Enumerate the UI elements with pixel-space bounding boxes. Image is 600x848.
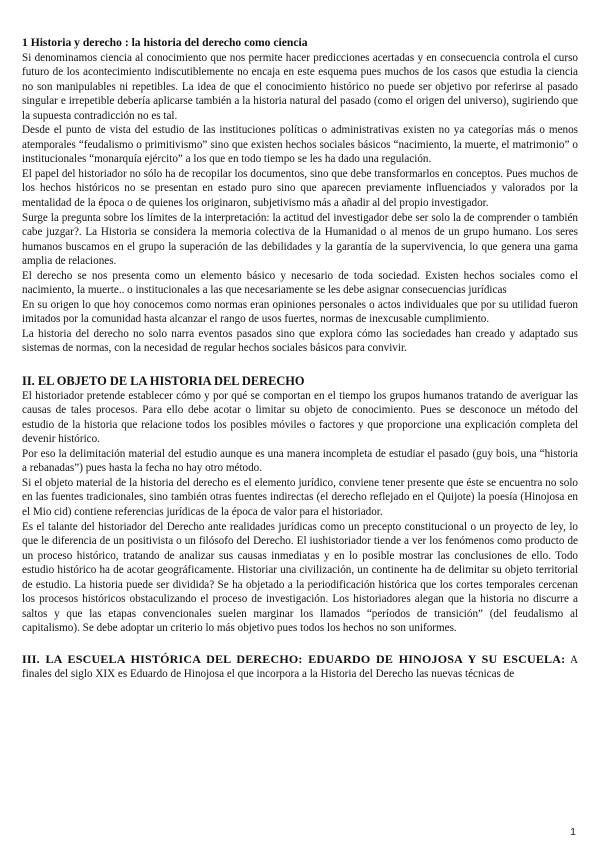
section-3-paragraph <box>22 652 578 682</box>
section-2-paragraph-3: Si el objeto material de la historia del derecho es el elemento jurídico, conviene tener presente que éste se encuentra no solo en las fuentes tradicionales, sino también otras fuentes indirectas (el derecho reflejado en el Quijote) la poesía (Hinojosa en el Mio cid) contiene referencias jurídicas de la época de valor para el historiador. <box>22 476 578 518</box>
section-1-paragraph-4: Surge la pregunta sobre los límites de la interpretación: la actitud del investigador debe ser solo la de comprender o también cabe juzgar?. La Historia se considera la memoria colectiva de la Humanidad o al menos de un grupo humano. Los seres humanos buscamos en el grupo la superación de las debilidades y la garantía de la supervivencia, lo que genera una gama amplia de relaciones. <box>22 211 578 268</box>
section-1-paragraph-5: El derecho se nos presenta como un elemento básico y necesario de toda sociedad. Existen hechos sociales como el nacimiento, la muerte.. o institucionales a las que necesariamente se les debe asignar consecuencias jurídicas <box>22 269 578 297</box>
section-1-paragraph-3: El papel del historiador no sólo ha de recopilar los documentos, sino que debe transformarlos en conceptos. Pues muchos de los hechos históricos no se presentan en estado puro sino que aparecen previamente influenciados y valorados por la mentalidad de la época o de quienes los originaron, subjetivismo más a añadir al del propio investigador. <box>22 167 578 210</box>
page-number: 1 <box>570 826 576 838</box>
section-2-heading: II. EL OBJETO DE LA HISTORIA DEL DERECHO <box>22 374 305 389</box>
section-1-paragraph-7: La historia del derecho no solo narra eventos pasados sino que explora cómo las sociedades han creado y adaptado sus sistemas de normas, con la necesidad de regular hechos sociales básicos para convivir. <box>22 327 578 355</box>
section-1-heading: 1 Historia y derecho : la historia del derecho como ciencia <box>22 36 308 49</box>
document-body <box>22 36 578 682</box>
section-1-paragraph-6: En su origen lo que hoy conocemos como normas eran opiniones personales o actos individuales que por su utilidad fueron imitados por la comunidad hasta alcanzar el rango de usos fuertes, normas de inexcusable cumplimiento. <box>22 298 578 326</box>
section-2-paragraph-1: El historiador pretende establecer cómo y por qué se comportan en el tiempo los grupos humanos tratando de averiguar las causas de tales procesos. Para ello debe acotar o limitar su objeto de conocimiento. Pues se desconoce un método del estudio de la historia que relacione todos los posibles móviles o factores y que proporcione una explicación completa del devenir histórico. <box>22 389 578 446</box>
section-2-paragraph-4: Es el talante del historiador del Derecho ante realidades jurídicas como un precepto constitucional o un proyecto de ley, lo que le diferencia de un positivista o un filósofo del Derecho. El iushistoriador tiende a ver los fenómenos como producto de un proceso histórico, tratando de analizar sus causas inmediatas y en lo posible mostrar las conclusiones de ello. Todo estudio histórico ha de acotar geográficamente. Historiar una civilización, un continente ha de delimitar su objeto territorial de estudio. La historia puede ser dividida? Se ha objetado a la periodificación histórica que los cortes temporales cercenan los procesos históricos obstaculizando el proceso de investigación. Los historiadores alegan que la historia no discurre a saltos y que las etapas convencionales suelen marginar los llamados “períodos de transición” (del feudalismo al capitalismo). Se debe adoptar un criterio lo más objetivo pues todos los hechos no son uniformes. <box>22 520 578 635</box>
section-3-heading: III. LA ESCUELA HISTÓRICA DEL DERECHO: EDUARDO DE HINOJOSA Y SU ESCUELA: <box>22 651 566 666</box>
section-1-paragraph-2: Desde el punto de vista del estudio de las instituciones políticas o administrativas existen no ya categorías más o menos atemporales “feudalismo o primitivismo” sino que existen hechos sociales básicos “nacimiento, la muerte, el matrimonio” o institucionales “monarquía ejército” a los que en todo tiempo se les ha dado una regulación. <box>22 124 578 166</box>
section-3-text: A finales del siglo XIX es Eduardo de Hinojosa el que incorpora a la Historia del Derecho las nuevas técnicas de <box>22 653 579 681</box>
section-1-paragraph-1: Si denominamos ciencia al conocimiento que nos permite hacer predicciones acertadas y en consecuencia controla el curso futuro de los acontecimiento indiscutiblemente no encaja en este esquema pues muchos de los casos que estudia la ciencia no son manipulables ni repetibles. La idea de que el conocimiento histórico no puede ser objetivo por referirse al pasado singular e irrepetible debería aplicarse también a la historia natural del pasado (como el origen del universo), sugiriendo que la supuesta contradicción no es tal. <box>22 51 578 122</box>
section-2-paragraph-2: Por eso la delimitación material del estudio aunque es una manera incompleta de estudiar el pasado (guy bois, una “historia a rebanadas”) pues hasta la fecha no hay otro método. <box>22 447 578 475</box>
